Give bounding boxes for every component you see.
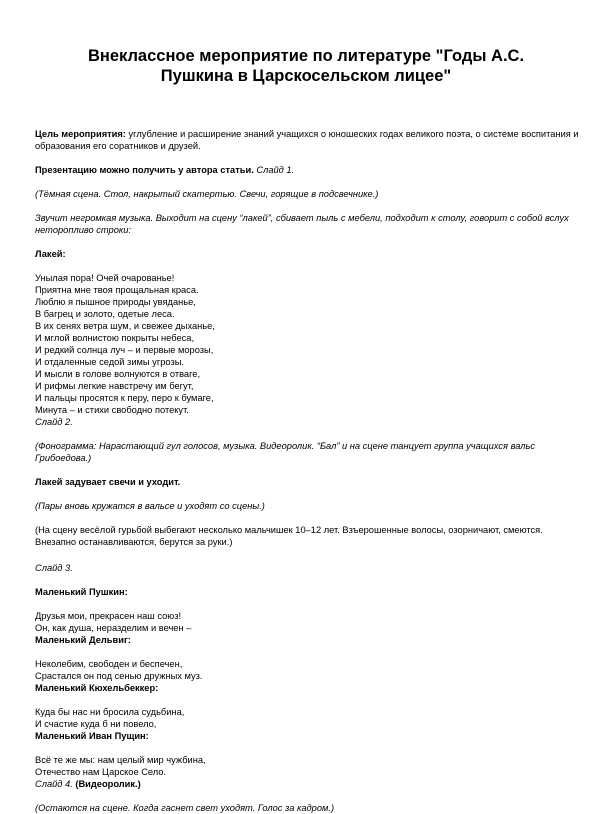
poem-line: И редкий солнца луч – и первые морозы, [35, 345, 214, 355]
kuchel-label: Маленький Кюхельбеккер: [35, 683, 159, 693]
poem-line: В их сенях ветра шум, и свежее дыханье, [35, 321, 215, 331]
slide-4-video: (Видеоролик.) [72, 779, 141, 789]
phonogram-direction: (Фонограмма: Нарастающий гул голосов, музыка. Видеоролик. “Бал” и на сцене танцует группа учащихся вальс Грибоедова.) [35, 441, 536, 463]
pushchin-lines [35, 754, 580, 790]
poem-line: Люблю я пышное природы увяданье, [35, 297, 196, 307]
goal-text: углубление и расширение знаний учащихся о юношеских годах великого поэта, о системе воспитания и образования его соратников и друзей. [35, 129, 579, 151]
delvig-lines [35, 658, 580, 694]
poem-line: Приятна мне твоя прощальная краса. [35, 285, 199, 295]
poem-line: Минута – и стихи свободно потекут. [35, 405, 189, 415]
poem-line: Унылая пора! Очей очарованье! [35, 273, 175, 283]
poem-line: И пальцы просятся к перу, перо к бумаге, [35, 393, 214, 403]
verse-line: Неколебим, свободен и беспечен, [35, 659, 183, 669]
verse-line: И счастие куда б ни повело, [35, 719, 157, 729]
pairs-direction: (Пары вновь кружатся в вальсе и уходят со сцены.) [35, 501, 265, 511]
pushkin-lines [35, 610, 580, 646]
presentation-paragraph [35, 164, 580, 176]
verse-line: Отечество нам Царское Село. [35, 767, 167, 777]
verse-line: Он, как душа, неразделим и вечен – [35, 623, 192, 633]
kuchel-lines [35, 706, 580, 742]
goal-paragraph [35, 128, 580, 152]
slide-1-label: Слайд 1. [253, 165, 295, 175]
page-title [40, 46, 572, 86]
lackey-label: Лакей: [35, 249, 66, 259]
presentation-note: Презентацию можно получить у автора статьи. [35, 165, 254, 175]
title-line-2: Пушкина в Царскосельском лицее" [160, 67, 452, 85]
goal-label: Цель мероприятия: [35, 129, 126, 139]
poem-line: И мглой волнистою покрыты небеса, [35, 333, 195, 343]
pushchin-label: Маленький Иван Пущин: [35, 731, 149, 741]
poem-line: И мысли в голове волнуются в отваге, [35, 369, 201, 379]
slide-3-label: Слайд 3. [35, 563, 73, 573]
scene-direction-1: (Тёмная сцена. Стол, накрытый скатертью. Свечи, горящие в подсвечнике.) [35, 189, 379, 199]
slide-2-label: Слайд 2. [35, 417, 73, 427]
slide-4-label: Слайд 4. [35, 779, 73, 789]
delvig-label: Маленький Дельвиг: [35, 635, 131, 645]
final-direction: (Остаются на сцене. Когда гаснет свет уходят. Голос за кадром.) [35, 803, 335, 813]
poem-block [35, 272, 580, 428]
verse-line: Всё те же мы: нам целый мир чужбина, [35, 755, 206, 765]
verse-line: Друзья мои, прекрасен наш союз! [35, 611, 182, 621]
lackey-blows-candles: Лакей задувает свечи и уходит. [35, 477, 181, 487]
poem-line: И рифмы легкие навстречу им бегут, [35, 381, 194, 391]
verse-line: Куда бы нас ни бросила судьбина, [35, 707, 185, 717]
poem-line: И отдаленные седой зимы угрозы. [35, 357, 184, 367]
verse-line: Срастался он под сенью дружных муз. [35, 671, 203, 681]
slide-4-paragraph [35, 778, 580, 790]
stage-direction-1: Звучит негромкая музыка. Выходит на сцену “лакей”, сбивает пыль с мебели, подходит к столу, говорит с собой вслух неторопливо строки: [35, 213, 569, 235]
title-line-1: Внеклассное мероприятие по литературе "Годы А.С. [87, 47, 525, 65]
poem-line: В багрец и золото, одетые леса. [35, 309, 175, 319]
pushkin-label: Маленький Пушкин: [35, 587, 128, 597]
boys-direction: (На сцену весёлой гурьбой выбегают несколько мальчишек 10–12 лет. Взъерошенные волосы, озорничают, смеются. Внезапно останавливаются, берутся за руки.) [35, 525, 543, 547]
document-body [35, 128, 580, 814]
